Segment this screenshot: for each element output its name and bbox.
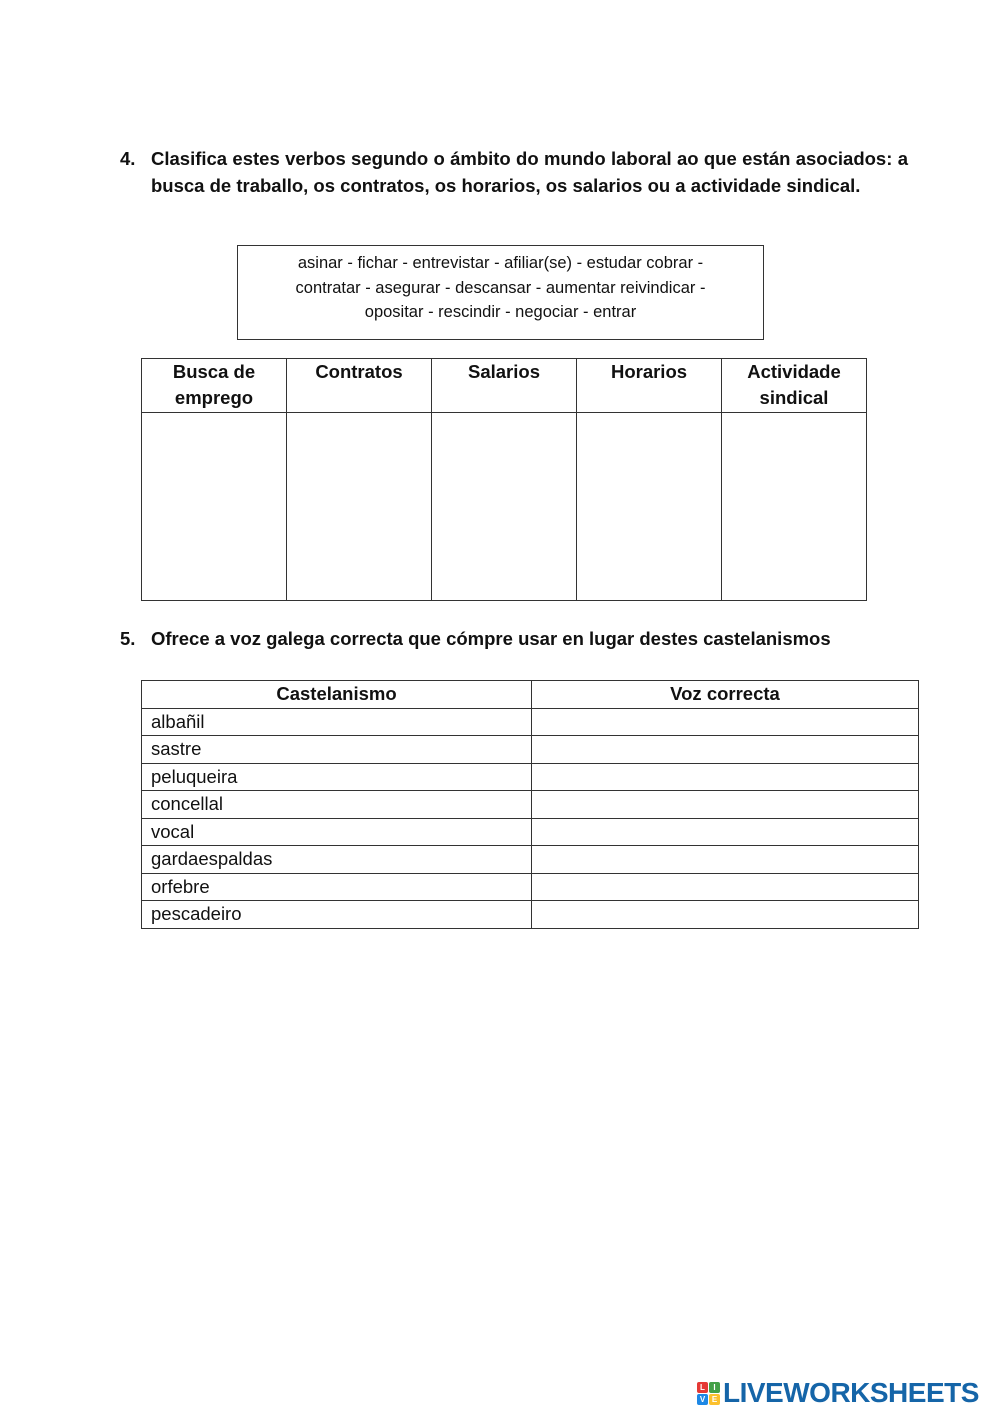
word-bank-line: opositar - rescindir - negociar - entrar [364, 303, 637, 321]
logo-letter-i: I [709, 1382, 720, 1393]
answer-cell[interactable] [532, 791, 919, 819]
castelanismo-cell: sastre [142, 736, 532, 764]
answer-cell[interactable] [532, 763, 919, 791]
vocab-header-row [142, 681, 919, 709]
word-bank-line: contratar - asegurar - descansar - aumentar reivindicar - [295, 278, 706, 297]
answer-area-salarios[interactable] [432, 413, 577, 601]
answer-cell[interactable] [532, 901, 919, 929]
column-header-contratos: Contratos [287, 359, 432, 413]
answer-cell[interactable] [532, 736, 919, 764]
answer-area-busca[interactable] [142, 413, 287, 601]
castelanismo-cell: vocal [142, 818, 532, 846]
column-header-horarios: Horarios [577, 359, 722, 413]
classification-header-row [142, 359, 867, 413]
liveworksheets-logo [697, 1378, 979, 1408]
answer-cell[interactable] [532, 846, 919, 874]
table-row [142, 763, 919, 791]
exercise-5-text: Ofrece a voz galega correcta que cómpre usar en lugar destes castelanismos [151, 628, 831, 649]
logo-letter-v: V [697, 1394, 708, 1405]
castelanismo-cell: gardaespaldas [142, 846, 532, 874]
answer-area-contratos[interactable] [287, 413, 432, 601]
answer-cell[interactable] [532, 818, 919, 846]
classification-answer-row [142, 413, 867, 601]
column-header-actividade: Actividade sindical [722, 359, 867, 413]
castelanismo-cell: pescadeiro [142, 901, 532, 929]
answer-area-horarios[interactable] [577, 413, 722, 601]
table-row [142, 736, 919, 764]
exercise-4-text: Clasifica estes verbos segundo o ámbito do mundo laboral ao que están asociados: a busca de traballo, os contratos, os horarios, os salarios ou a actividade sindical. [151, 148, 908, 196]
exercise-5-instruction [120, 625, 831, 652]
answer-cell[interactable] [532, 873, 919, 901]
logo-letter-e: E [709, 1394, 720, 1405]
logo-letter-l: L [697, 1382, 708, 1393]
word-bank [237, 245, 764, 340]
classification-table [141, 358, 867, 601]
exercise-4-number: 4. [120, 148, 136, 169]
castelanismo-cell: concellal [142, 791, 532, 819]
castelanismo-cell: orfebre [142, 873, 532, 901]
column-header-voz-correcta: Voz correcta [532, 681, 919, 709]
castelanismos-table [141, 680, 919, 929]
castelanismo-cell: peluqueira [142, 763, 532, 791]
table-row [142, 791, 919, 819]
column-header-castelanismo: Castelanismo [142, 681, 532, 709]
table-row [142, 708, 919, 736]
column-header-salarios: Salarios [432, 359, 577, 413]
column-header-busca: Busca de emprego [142, 359, 287, 413]
exercise-5-number: 5. [120, 628, 136, 649]
table-row [142, 818, 919, 846]
table-row [142, 846, 919, 874]
table-row [142, 901, 919, 929]
brand-name: LIVEWORKSHEETS [723, 1377, 979, 1408]
table-row [142, 873, 919, 901]
live-blocks-icon [697, 1382, 720, 1405]
answer-cell[interactable] [532, 708, 919, 736]
castelanismo-cell: albañil [142, 708, 532, 736]
answer-area-actividade[interactable] [722, 413, 867, 601]
exercise-4-instruction [120, 145, 908, 199]
word-bank-line: asinar - fichar - entrevistar - afiliar(se) - estudar cobrar - [297, 254, 704, 272]
